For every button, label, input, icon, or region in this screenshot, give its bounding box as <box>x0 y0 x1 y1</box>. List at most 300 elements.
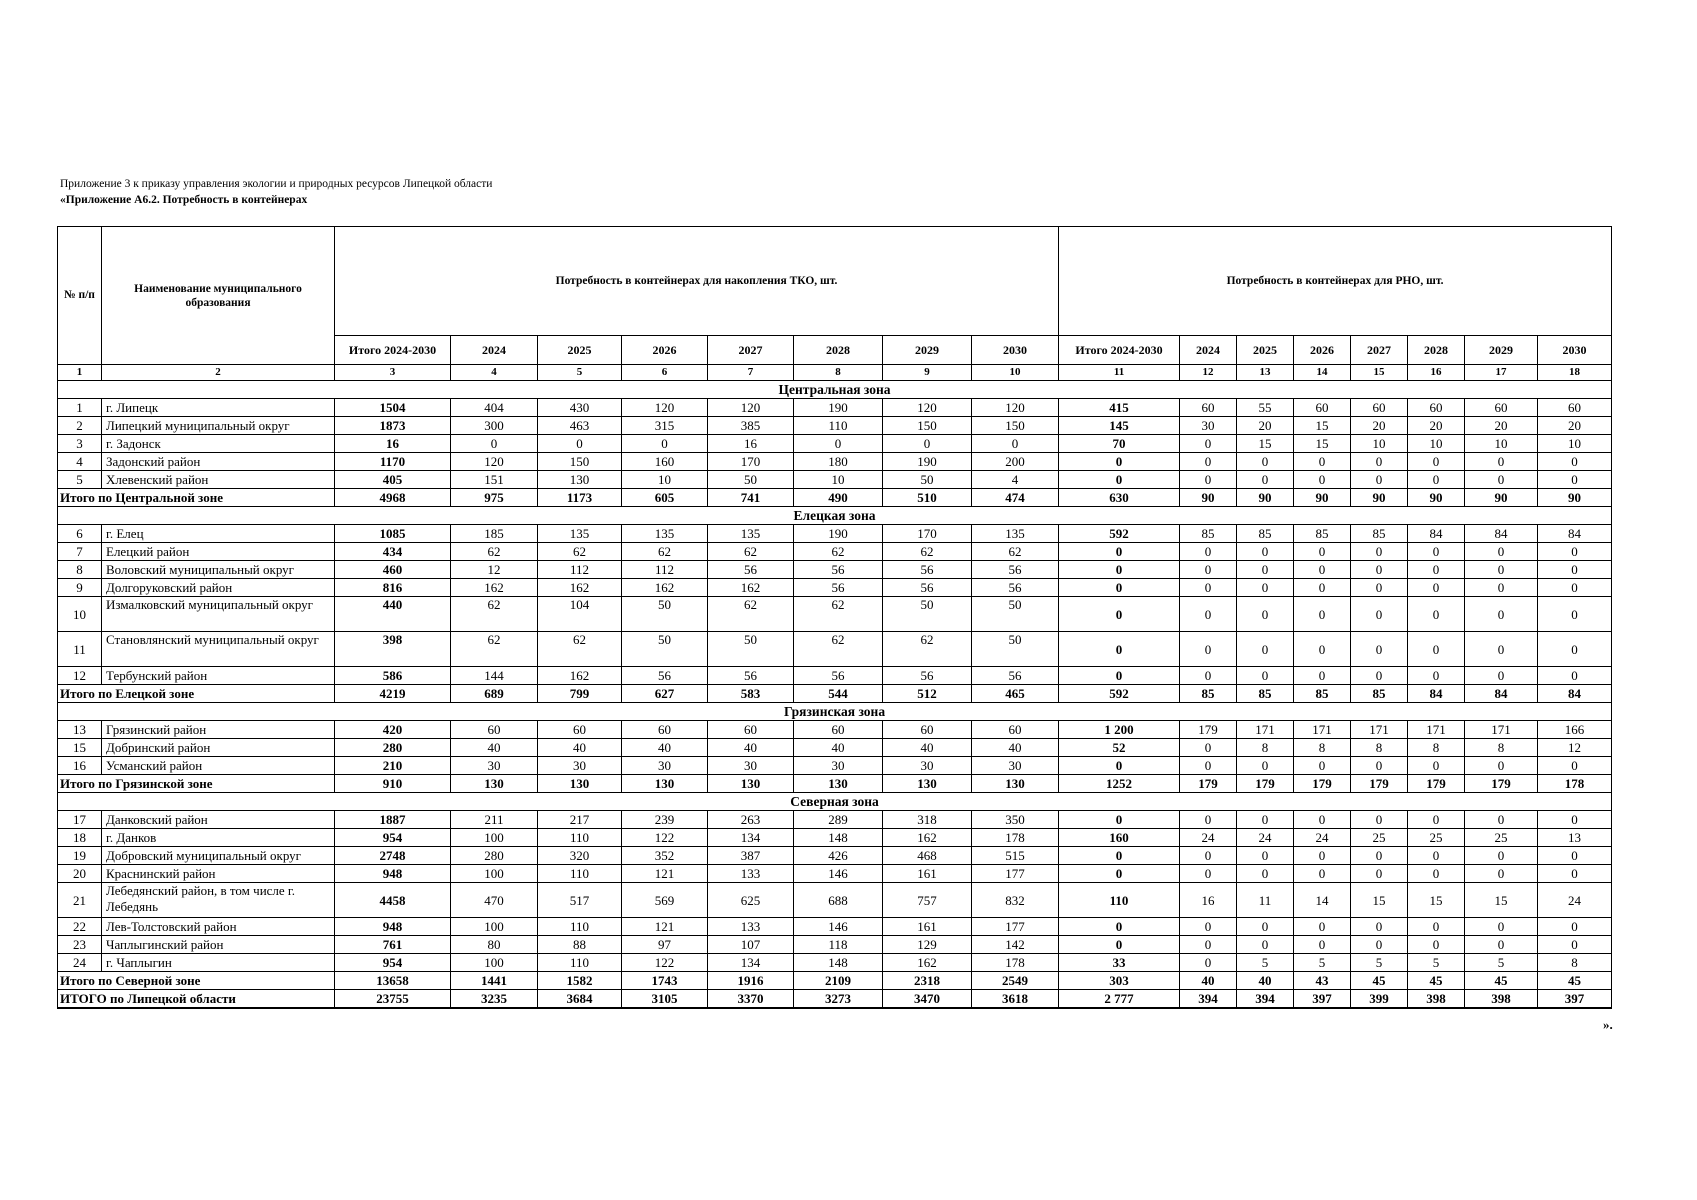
rno-year-cell: 60 <box>1538 399 1612 417</box>
tko-year-cell: 62 <box>794 597 883 632</box>
rno-year-cell: 0 <box>1408 543 1465 561</box>
column-number: 18 <box>1538 365 1612 381</box>
tko-year-cell: 120 <box>708 399 794 417</box>
tko-year-cell: 177 <box>972 865 1059 883</box>
municipality-name: г. Задонск <box>102 435 335 453</box>
rno-total-value: 179 <box>1294 775 1351 793</box>
rno-year-cell: 0 <box>1538 471 1612 489</box>
rno-total-value: 45 <box>1538 972 1612 990</box>
rno-year-cell: 0 <box>1180 954 1237 972</box>
tko-year-cell: 190 <box>883 453 972 471</box>
tko-total-cell: 405 <box>335 471 451 489</box>
rno-total-value: 90 <box>1538 489 1612 507</box>
rno-total-value: 45 <box>1408 972 1465 990</box>
tko-year-cell: 151 <box>451 471 538 489</box>
rno-year-cell: 0 <box>1538 543 1612 561</box>
column-number: 9 <box>883 365 972 381</box>
rno-year-cell: 179 <box>1180 721 1237 739</box>
tko-year-cell: 30 <box>451 757 538 775</box>
tko-year-cell: 12 <box>451 561 538 579</box>
col-group-tko: Потребность в контейнерах для накопления ТКО, шт. <box>335 227 1059 336</box>
col-header-tko-year: 2029 <box>883 336 972 365</box>
tko-year-cell: 40 <box>883 739 972 757</box>
tko-year-cell: 0 <box>622 435 708 453</box>
tko-year-cell: 150 <box>883 417 972 435</box>
rno-year-cell: 0 <box>1408 579 1465 597</box>
rno-year-cell: 0 <box>1351 453 1408 471</box>
col-header-tko-year: 2026 <box>622 336 708 365</box>
rno-year-cell: 20 <box>1237 417 1294 435</box>
col-header-tko-year: Итого 2024-2030 <box>335 336 451 365</box>
tko-year-cell: 263 <box>708 811 794 829</box>
table-row <box>58 883 1612 918</box>
rno-year-cell: 166 <box>1538 721 1612 739</box>
rno-year-cell: 20 <box>1351 417 1408 435</box>
rno-year-cell: 0 <box>1351 847 1408 865</box>
rno-total-cell: 0 <box>1059 865 1180 883</box>
rno-total-value: 90 <box>1237 489 1294 507</box>
tko-year-cell: 178 <box>972 829 1059 847</box>
rno-total-cell: 0 <box>1059 757 1180 775</box>
tko-year-cell: 315 <box>622 417 708 435</box>
tko-total-value: 130 <box>622 775 708 793</box>
tko-year-cell: 110 <box>794 417 883 435</box>
tko-year-cell: 30 <box>622 757 708 775</box>
tko-total-value: 799 <box>538 685 622 703</box>
tko-total-cell: 420 <box>335 721 451 739</box>
zone-title: Северная зона <box>58 793 1612 811</box>
tko-year-cell: 62 <box>708 597 794 632</box>
row-number: 22 <box>58 918 102 936</box>
row-number: 5 <box>58 471 102 489</box>
rno-year-cell: 0 <box>1465 632 1538 667</box>
rno-year-cell: 55 <box>1237 399 1294 417</box>
municipality-name: Добровский муниципальный округ <box>102 847 335 865</box>
tko-year-cell: 88 <box>538 936 622 954</box>
tko-year-cell: 688 <box>794 883 883 918</box>
table-row <box>58 811 1612 829</box>
tko-year-cell: 0 <box>538 435 622 453</box>
tko-year-cell: 97 <box>622 936 708 954</box>
tko-total-cell: 948 <box>335 865 451 883</box>
tko-year-cell: 112 <box>622 561 708 579</box>
rno-year-cell: 15 <box>1294 435 1351 453</box>
rno-year-cell: 0 <box>1351 597 1408 632</box>
rno-year-cell: 0 <box>1237 471 1294 489</box>
tko-year-cell: 62 <box>708 543 794 561</box>
tko-total-cell: 434 <box>335 543 451 561</box>
rno-year-cell: 0 <box>1180 757 1237 775</box>
col-group-rno: Потребность в контейнерах для РНО, шт. <box>1059 227 1612 336</box>
tko-year-cell: 30 <box>883 757 972 775</box>
tko-year-cell: 30 <box>972 757 1059 775</box>
row-number: 11 <box>58 632 102 667</box>
tko-total-value: 130 <box>883 775 972 793</box>
tko-year-cell: 162 <box>538 667 622 685</box>
tko-year-cell: 62 <box>451 632 538 667</box>
tko-total-value: 741 <box>708 489 794 507</box>
tko-total-cell: 1085 <box>335 525 451 543</box>
tko-total-value: 13658 <box>335 972 451 990</box>
rno-year-cell: 0 <box>1180 579 1237 597</box>
zone-total-label: Итого по Елецкой зоне <box>58 685 335 703</box>
rno-year-cell: 0 <box>1351 865 1408 883</box>
rno-total-cell: 145 <box>1059 417 1180 435</box>
tko-year-cell: 162 <box>451 579 538 597</box>
tko-year-cell: 135 <box>538 525 622 543</box>
tko-year-cell: 387 <box>708 847 794 865</box>
zone-row <box>58 703 1612 721</box>
municipality-name: Липецкий муниципальный округ <box>102 417 335 435</box>
tko-year-cell: 62 <box>538 543 622 561</box>
tko-total-cell: 954 <box>335 954 451 972</box>
tko-year-cell: 160 <box>622 453 708 471</box>
tko-year-cell: 56 <box>794 579 883 597</box>
col-header-rno-year: 2028 <box>1408 336 1465 365</box>
rno-year-cell: 20 <box>1465 417 1538 435</box>
rno-year-cell: 0 <box>1180 936 1237 954</box>
tko-total-value: 130 <box>794 775 883 793</box>
rno-year-cell: 0 <box>1538 453 1612 471</box>
tko-total-value: 1916 <box>708 972 794 990</box>
tko-year-cell: 50 <box>972 597 1059 632</box>
tko-year-cell: 110 <box>538 918 622 936</box>
column-number: 8 <box>794 365 883 381</box>
tko-year-cell: 50 <box>883 471 972 489</box>
zone-title: Центральная зона <box>58 381 1612 399</box>
tko-year-cell: 134 <box>708 829 794 847</box>
tko-year-cell: 122 <box>622 954 708 972</box>
municipality-name: г. Елец <box>102 525 335 543</box>
municipality-name: г. Данков <box>102 829 335 847</box>
rno-year-cell: 0 <box>1408 757 1465 775</box>
grand-tko-value: 3684 <box>538 990 622 1009</box>
tko-year-cell: 517 <box>538 883 622 918</box>
row-number: 10 <box>58 597 102 632</box>
tko-year-cell: 56 <box>794 667 883 685</box>
rno-year-cell: 0 <box>1408 865 1465 883</box>
rno-year-cell: 0 <box>1408 847 1465 865</box>
tko-year-cell: 122 <box>622 829 708 847</box>
rno-year-cell: 171 <box>1351 721 1408 739</box>
rno-year-cell: 0 <box>1237 847 1294 865</box>
grand-total-row <box>58 990 1612 1009</box>
rno-year-cell: 0 <box>1465 757 1538 775</box>
column-number: 15 <box>1351 365 1408 381</box>
table-row <box>58 435 1612 453</box>
tko-year-cell: 50 <box>708 471 794 489</box>
tko-year-cell: 100 <box>451 829 538 847</box>
tko-total-value: 910 <box>335 775 451 793</box>
rno-year-cell: 0 <box>1408 811 1465 829</box>
zone-title: Грязинская зона <box>58 703 1612 721</box>
tko-year-cell: 162 <box>622 579 708 597</box>
tko-year-cell: 832 <box>972 883 1059 918</box>
rno-year-cell: 0 <box>1180 471 1237 489</box>
rno-year-cell: 0 <box>1465 811 1538 829</box>
tko-year-cell: 178 <box>972 954 1059 972</box>
municipality-name: Хлевенский район <box>102 471 335 489</box>
rno-year-cell: 0 <box>1180 811 1237 829</box>
tko-year-cell: 100 <box>451 918 538 936</box>
zone-row <box>58 507 1612 525</box>
tko-year-cell: 50 <box>622 632 708 667</box>
tko-year-cell: 50 <box>972 632 1059 667</box>
municipality-name: Тербунский район <box>102 667 335 685</box>
rno-total-value: 45 <box>1465 972 1538 990</box>
row-number: 16 <box>58 757 102 775</box>
tko-total-cell: 761 <box>335 936 451 954</box>
tko-total-cell: 4458 <box>335 883 451 918</box>
rno-year-cell: 0 <box>1294 811 1351 829</box>
rno-total-value: 84 <box>1465 685 1538 703</box>
tko-total-cell: 586 <box>335 667 451 685</box>
rno-year-cell: 0 <box>1465 667 1538 685</box>
tko-total-cell: 460 <box>335 561 451 579</box>
rno-year-cell: 0 <box>1408 936 1465 954</box>
rno-total-cell: 0 <box>1059 561 1180 579</box>
tko-year-cell: 162 <box>538 579 622 597</box>
zone-total-label: Итого по Грязинской зоне <box>58 775 335 793</box>
rno-year-cell: 0 <box>1180 667 1237 685</box>
tko-total-value: 975 <box>451 489 538 507</box>
rno-year-cell: 15 <box>1408 883 1465 918</box>
tko-year-cell: 177 <box>972 918 1059 936</box>
tko-year-cell: 104 <box>538 597 622 632</box>
col-header-tko-year: 2028 <box>794 336 883 365</box>
grand-tko-value: 23755 <box>335 990 451 1009</box>
rno-year-cell: 0 <box>1351 561 1408 579</box>
rno-year-cell: 0 <box>1538 561 1612 579</box>
rno-year-cell: 20 <box>1408 417 1465 435</box>
table-row <box>58 561 1612 579</box>
rno-year-cell: 0 <box>1237 632 1294 667</box>
tko-year-cell: 4 <box>972 471 1059 489</box>
row-number: 2 <box>58 417 102 435</box>
document-header <box>60 176 492 208</box>
tko-year-cell: 170 <box>708 453 794 471</box>
tko-total-value: 583 <box>708 685 794 703</box>
rno-year-cell: 24 <box>1538 883 1612 918</box>
tko-year-cell: 56 <box>972 579 1059 597</box>
grand-rno-value: 398 <box>1465 990 1538 1009</box>
col-header-rno-year: Итого 2024-2030 <box>1059 336 1180 365</box>
zone-total-label: Итого по Северной зоне <box>58 972 335 990</box>
tko-year-cell: 56 <box>883 667 972 685</box>
tko-total-value: 465 <box>972 685 1059 703</box>
rno-total-value: 85 <box>1294 685 1351 703</box>
tko-year-cell: 60 <box>708 721 794 739</box>
rno-total-value: 179 <box>1408 775 1465 793</box>
row-number: 6 <box>58 525 102 543</box>
tko-year-cell: 110 <box>538 865 622 883</box>
rno-total-cell: 0 <box>1059 632 1180 667</box>
table-row <box>58 954 1612 972</box>
municipality-name: г. Чаплыгин <box>102 954 335 972</box>
table-row <box>58 721 1612 739</box>
rno-year-cell: 0 <box>1351 918 1408 936</box>
order-reference: Приложение 3 к приказу управления экологии и природных ресурсов Липецкой области <box>60 178 493 190</box>
grand-tko-value: 3370 <box>708 990 794 1009</box>
rno-year-cell: 0 <box>1294 757 1351 775</box>
table-row <box>58 739 1612 757</box>
row-number: 4 <box>58 453 102 471</box>
rno-year-cell: 0 <box>1237 811 1294 829</box>
col-header-rno-year: 2027 <box>1351 336 1408 365</box>
rno-year-cell: 0 <box>1408 632 1465 667</box>
rno-year-cell: 10 <box>1408 435 1465 453</box>
tko-total-value: 130 <box>708 775 794 793</box>
rno-year-cell: 0 <box>1237 543 1294 561</box>
rno-year-cell: 0 <box>1465 579 1538 597</box>
grand-rno-value: 2 777 <box>1059 990 1180 1009</box>
tko-year-cell: 107 <box>708 936 794 954</box>
rno-year-cell: 5 <box>1465 954 1538 972</box>
rno-total-cell: 110 <box>1059 883 1180 918</box>
rno-total-cell: 0 <box>1059 667 1180 685</box>
rno-year-cell: 60 <box>1465 399 1538 417</box>
tko-year-cell: 62 <box>538 632 622 667</box>
rno-year-cell: 13 <box>1538 829 1612 847</box>
rno-year-cell: 0 <box>1294 632 1351 667</box>
grand-total-label: ИТОГО по Липецкой области <box>58 990 335 1009</box>
rno-year-cell: 25 <box>1351 829 1408 847</box>
rno-year-cell: 8 <box>1538 954 1612 972</box>
rno-year-cell: 0 <box>1294 471 1351 489</box>
row-number: 1 <box>58 399 102 417</box>
municipality-name: Данковский район <box>102 811 335 829</box>
rno-year-cell: 0 <box>1538 936 1612 954</box>
grand-tko-value: 3470 <box>883 990 972 1009</box>
rno-total-value: 40 <box>1237 972 1294 990</box>
column-number: 3 <box>335 365 451 381</box>
tko-total-cell: 1887 <box>335 811 451 829</box>
municipality-name: Краснинский район <box>102 865 335 883</box>
rno-year-cell: 0 <box>1351 543 1408 561</box>
rno-year-cell: 60 <box>1294 399 1351 417</box>
rno-year-cell: 84 <box>1465 525 1538 543</box>
municipality-name: Воловский муниципальный округ <box>102 561 335 579</box>
rno-total-value: 84 <box>1538 685 1612 703</box>
header-row-groups <box>58 227 1612 336</box>
municipality-name: Елецкий район <box>102 543 335 561</box>
tko-year-cell: 211 <box>451 811 538 829</box>
tko-total-value: 627 <box>622 685 708 703</box>
rno-year-cell: 12 <box>1538 739 1612 757</box>
grand-rno-value: 394 <box>1180 990 1237 1009</box>
zone-total-row <box>58 972 1612 990</box>
rno-year-cell: 84 <box>1408 525 1465 543</box>
tko-year-cell: 300 <box>451 417 538 435</box>
rno-year-cell: 0 <box>1237 865 1294 883</box>
tko-year-cell: 185 <box>451 525 538 543</box>
rno-year-cell: 20 <box>1538 417 1612 435</box>
rno-year-cell: 0 <box>1465 847 1538 865</box>
tko-year-cell: 148 <box>794 829 883 847</box>
rno-total-value: 1252 <box>1059 775 1180 793</box>
rno-total-cell: 0 <box>1059 543 1180 561</box>
rno-total-value: 90 <box>1294 489 1351 507</box>
tko-total-cell: 280 <box>335 739 451 757</box>
municipality-name: г. Липецк <box>102 399 335 417</box>
tko-year-cell: 120 <box>451 453 538 471</box>
rno-total-value: 43 <box>1294 972 1351 990</box>
grand-rno-value: 399 <box>1351 990 1408 1009</box>
tko-year-cell: 62 <box>451 543 538 561</box>
rno-year-cell: 0 <box>1294 597 1351 632</box>
tko-year-cell: 426 <box>794 847 883 865</box>
zone-title: Елецкая зона <box>58 507 1612 525</box>
rno-year-cell: 15 <box>1465 883 1538 918</box>
rno-year-cell: 0 <box>1538 847 1612 865</box>
tko-year-cell: 142 <box>972 936 1059 954</box>
rno-year-cell: 171 <box>1294 721 1351 739</box>
rno-year-cell: 0 <box>1237 579 1294 597</box>
row-number: 15 <box>58 739 102 757</box>
rno-total-value: 179 <box>1180 775 1237 793</box>
row-number: 7 <box>58 543 102 561</box>
tko-total-value: 544 <box>794 685 883 703</box>
rno-year-cell: 60 <box>1351 399 1408 417</box>
tko-total-value: 1441 <box>451 972 538 990</box>
rno-total-cell: 0 <box>1059 471 1180 489</box>
rno-year-cell: 0 <box>1180 453 1237 471</box>
rno-total-cell: 52 <box>1059 739 1180 757</box>
row-number: 21 <box>58 883 102 918</box>
row-number: 12 <box>58 667 102 685</box>
tko-year-cell: 133 <box>708 865 794 883</box>
rno-total-value: 179 <box>1351 775 1408 793</box>
table-row <box>58 543 1612 561</box>
rno-year-cell: 0 <box>1294 579 1351 597</box>
rno-year-cell: 0 <box>1465 936 1538 954</box>
zone-total-row <box>58 489 1612 507</box>
tko-year-cell: 56 <box>972 561 1059 579</box>
rno-year-cell: 5 <box>1237 954 1294 972</box>
row-number: 9 <box>58 579 102 597</box>
tko-total-cell: 398 <box>335 632 451 667</box>
table-row <box>58 667 1612 685</box>
column-number: 17 <box>1465 365 1538 381</box>
tko-year-cell: 62 <box>622 543 708 561</box>
rno-year-cell: 0 <box>1351 811 1408 829</box>
tko-year-cell: 121 <box>622 918 708 936</box>
tko-year-cell: 30 <box>538 757 622 775</box>
rno-year-cell: 0 <box>1408 667 1465 685</box>
rno-year-cell: 0 <box>1237 453 1294 471</box>
tko-year-cell: 100 <box>451 954 538 972</box>
rno-year-cell: 0 <box>1294 865 1351 883</box>
tko-total-value: 2318 <box>883 972 972 990</box>
rno-year-cell: 8 <box>1294 739 1351 757</box>
rno-total-value: 84 <box>1408 685 1465 703</box>
tko-year-cell: 135 <box>622 525 708 543</box>
rno-total-cell: 1 200 <box>1059 721 1180 739</box>
rno-year-cell: 0 <box>1237 561 1294 579</box>
row-number: 17 <box>58 811 102 829</box>
col-header-name: Наименование муниципального образования <box>102 227 335 365</box>
tko-total-value: 474 <box>972 489 1059 507</box>
col-header-rno-year: 2025 <box>1237 336 1294 365</box>
municipality-name: Задонский район <box>102 453 335 471</box>
tko-year-cell: 56 <box>883 579 972 597</box>
rno-year-cell: 0 <box>1538 865 1612 883</box>
col-header-tko-year: 2030 <box>972 336 1059 365</box>
tko-total-value: 1743 <box>622 972 708 990</box>
rno-total-value: 90 <box>1408 489 1465 507</box>
tko-year-cell: 56 <box>622 667 708 685</box>
rno-total-value: 303 <box>1059 972 1180 990</box>
